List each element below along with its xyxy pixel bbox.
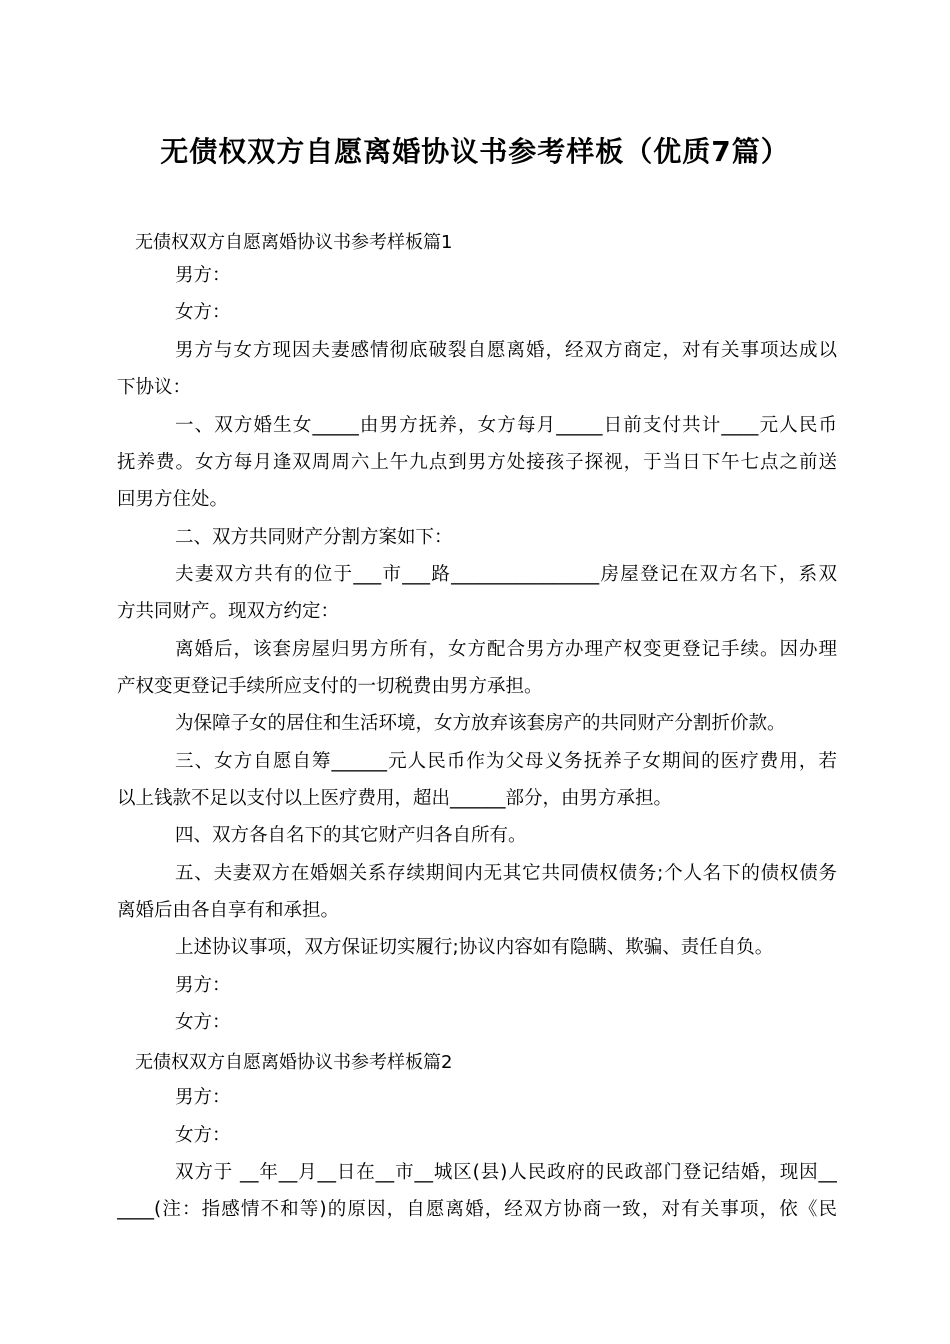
section-heading-2: 无债权双方自愿离婚协议书参考样板篇2 bbox=[135, 1052, 453, 1073]
paragraph-line: 方共同财产。现双方约定： bbox=[117, 601, 340, 622]
paragraph-line: 男方： bbox=[175, 1087, 231, 1108]
section-heading-1: 无债权双方自愿离婚协议书参考样板篇1 bbox=[135, 232, 453, 253]
paragraph-line: 上述协议事项，双方保证切实履行;协议内容如有隐瞒、欺骗、责任自负。 bbox=[175, 937, 774, 958]
paragraph-line: 男方： bbox=[175, 975, 231, 996]
document-title: 无债权双方自愿离婚协议书参考样板（优质7篇） bbox=[160, 135, 790, 168]
paragraph-line: 三、女方自愿自筹______元人民币作为父母义务抚养子女期间的医疗费用，若 bbox=[175, 751, 837, 772]
paragraph-line: 以上钱款不足以支付以上医疗费用，超出______部分，由男方承担。 bbox=[117, 788, 673, 809]
paragraph-line: 五、夫妻双方在婚姻关系存续期间内无其它共同债权债务;个人名下的债权债务 bbox=[175, 863, 837, 884]
paragraph-line: 男方与女方现因夫妻感情彻底破裂自愿离婚，经双方商定，对有关事项达成以 bbox=[175, 340, 837, 361]
paragraph-line: 四、双方各自名下的其它财产归各自所有。 bbox=[175, 825, 527, 846]
paragraph-line: 女方： bbox=[175, 1125, 231, 1146]
paragraph-line: 回男方住处。 bbox=[117, 489, 229, 510]
paragraph-line: 产权变更登记手续所应支付的一切税费由男方承担。 bbox=[117, 676, 543, 697]
paragraph-line: 女方： bbox=[175, 1012, 231, 1033]
paragraph-line: 双方于 __年__月__日在__市__城区(县)人民政府的民政部门登记结婚，现因__ bbox=[175, 1162, 837, 1183]
paragraph-line: ____(注：指感情不和等)的原因，自愿离婚，经双方协商一致，对有关事项，依《民 bbox=[117, 1199, 837, 1220]
paragraph-line: 为保障子女的居住和生活环境，女方放弃该套房产的共同财产分割折价款。 bbox=[175, 713, 786, 734]
paragraph-line: 一、双方婚生女_____由男方抚养，女方每月_____日前支付共计____元人民币 bbox=[175, 415, 837, 436]
paragraph-line: 女方： bbox=[175, 302, 231, 323]
paragraph-line: 夫妻双方共有的位于___市___路________________房屋登记在双方名下，系双 bbox=[175, 564, 837, 585]
paragraph-line: 二、双方共同财产分割方案如下： bbox=[175, 527, 453, 548]
paragraph-line: 离婚后，该套房屋归男方所有，女方配合男方办理产权变更登记手续。因办理 bbox=[175, 639, 837, 660]
paragraph-line: 抚养费。女方每月逢双周周六上午九点到男方处接孩子探视，于当日下午七点之前送 bbox=[117, 452, 837, 473]
paragraph-line: 男方： bbox=[175, 265, 231, 286]
paragraph-line: 下协议： bbox=[117, 377, 192, 398]
paragraph-line: 离婚后由各自享有和承担。 bbox=[117, 900, 340, 921]
